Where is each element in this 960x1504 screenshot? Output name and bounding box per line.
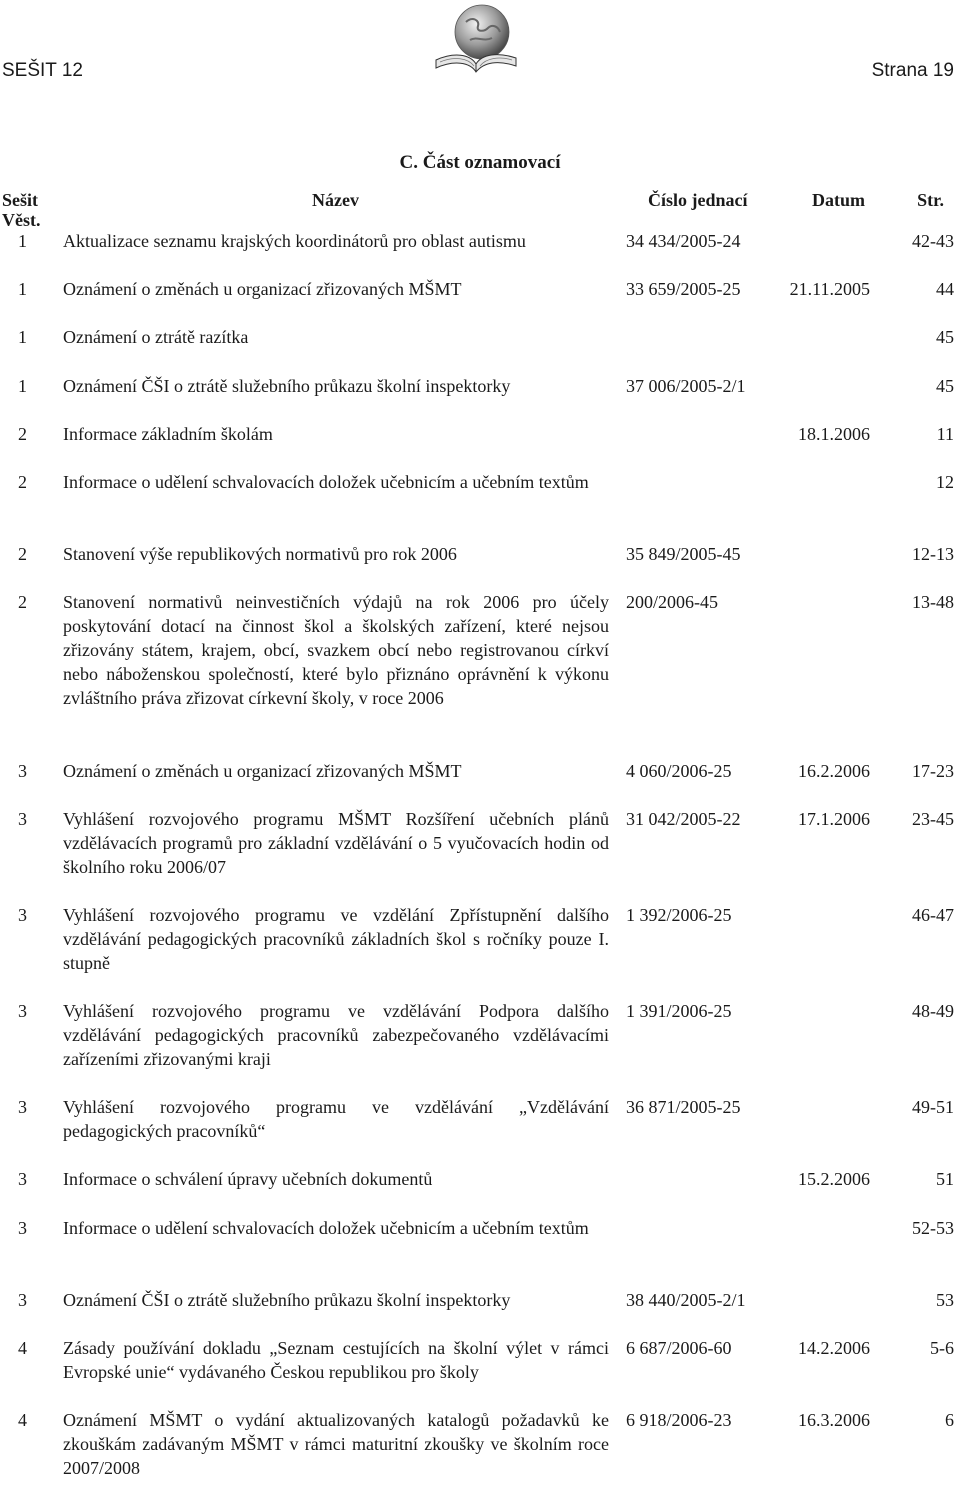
row-reference-number: 4 060/2006-25 (626, 760, 732, 781)
row-page: 6 (945, 1410, 954, 1431)
row-page: 23-45 (912, 808, 954, 829)
row-date: 17.1.2006 (798, 808, 870, 829)
table-row (0, 542, 960, 590)
row-page: 42-43 (912, 231, 954, 251)
table-row (0, 1288, 960, 1336)
row-title: Oznámení ČŠI o ztrátě služebního průkazu školní inspektorky (63, 375, 511, 396)
row-title: Oznámení o změnách u organizací zřizovaných MŠMT (63, 760, 462, 781)
table-row (0, 1336, 960, 1408)
row-reference-number: 37 006/2005-2/1 (626, 375, 746, 396)
row-title: Informace základním školám (63, 423, 273, 444)
table-row (0, 759, 960, 807)
page-number: Strana 19 (871, 60, 954, 81)
row-title: Vyhlášení rozvojového programu ve vzdělání Zpřístupnění dalšího vzdělávání pedagogických pracovníků základních škol s ročníky pouze I. stupně (63, 904, 609, 973)
row-sesit: 3 (18, 1001, 27, 1022)
row-sesit: 1 (18, 375, 27, 396)
row-sesit: 4 (18, 1338, 27, 1358)
table-row (0, 470, 960, 542)
row-sesit: 3 (18, 760, 27, 781)
row-title: Stanovení normativů neinvestičních výdajů na rok 2006 pro účely poskytování dotací na činnost škol a školských zařízení, které nejsou zřizovány státem, krajem, obcí, svazkem obcí nebo registrovanou církví nebo náboženskou společností, které bylo přiznáno oprávnění k výkonu zvláštního práva zřizovat církevní školy, v roce 2006 (63, 592, 609, 709)
row-reference-number: 33 659/2005-25 (626, 279, 741, 300)
row-title: Informace o udělení schvalovacích doložek učebnicím a učebním textům (63, 1217, 589, 1238)
column-header-nazev: Název (312, 190, 359, 210)
row-page: 17-23 (912, 760, 954, 781)
row-title: Vyhlášení rozvojového programu ve vzdělávání „Vzdělávání pedagogických pracovníků“ (63, 1097, 609, 1142)
row-reference-number: 1 392/2006-25 (626, 904, 732, 925)
table-row (0, 807, 960, 903)
table-row (0, 1167, 960, 1215)
row-title: Stanovení výše republikových normativů pro rok 2006 (63, 544, 457, 565)
row-reference-number: 31 042/2005-22 (626, 808, 741, 829)
row-sesit: 2 (18, 471, 27, 492)
row-sesit: 3 (18, 1289, 27, 1310)
table-row (0, 1408, 960, 1504)
row-sesit: 3 (18, 1169, 27, 1190)
row-reference-number: 6 918/2006-23 (626, 1410, 732, 1431)
table-row (0, 1216, 960, 1288)
column-header-sesit: Sešit (2, 190, 38, 210)
row-sesit: 1 (18, 279, 27, 300)
row-page: 12 (936, 471, 954, 492)
row-page: 45 (936, 375, 954, 396)
table-body (0, 229, 960, 1504)
table-header (0, 190, 960, 230)
table-row (0, 422, 960, 470)
row-page: 5-6 (930, 1338, 954, 1358)
row-title: Oznámení MŠMT o vydání aktualizovaných katalogů požadavků ke zkouškám zadávaným MŠMT v rámci maturitní zkoušky ve školním roce 2007/2008 (63, 1410, 609, 1479)
row-sesit: 2 (18, 592, 27, 613)
row-sesit: 3 (18, 808, 27, 829)
row-title: Vyhlášení rozvojového programu MŠMT Rozšíření učebních plánů vzdělávacích programů pro základní vzdělávání o 5 vyučovacích hodin od školního roku 2006/07 (63, 808, 609, 877)
table-row (0, 1095, 960, 1167)
row-date: 18.1.2006 (798, 423, 870, 444)
table-row (0, 374, 960, 422)
row-page: 48-49 (912, 1001, 954, 1022)
row-sesit: 1 (18, 231, 27, 251)
table-row (0, 229, 960, 277)
row-date: 15.2.2006 (798, 1169, 870, 1190)
row-sesit: 4 (18, 1410, 27, 1431)
row-reference-number: 200/2006-45 (626, 592, 718, 613)
table-row (0, 277, 960, 325)
row-sesit: 3 (18, 904, 27, 925)
row-date: 16.3.2006 (798, 1410, 870, 1431)
row-title: Aktualizace seznamu krajských koordinátorů pro oblast autismu (63, 231, 526, 251)
table-row (0, 590, 960, 758)
row-date: 16.2.2006 (798, 760, 870, 781)
row-page: 52-53 (912, 1217, 954, 1238)
row-sesit: 2 (18, 544, 27, 565)
row-title: Informace o udělení schvalovacích doložek učebnicím a učebním textům (63, 471, 589, 492)
row-sesit: 3 (18, 1097, 27, 1118)
table-row (0, 999, 960, 1095)
row-sesit: 1 (18, 327, 27, 348)
row-page: 13-48 (912, 592, 954, 613)
row-title: Oznámení o ztrátě razítka (63, 327, 249, 348)
page-header (0, 0, 960, 110)
issue-label: SEŠIT 12 (2, 60, 83, 81)
row-title: Informace o schválení úpravy učebních dokumentů (63, 1169, 433, 1190)
row-page: 12-13 (912, 544, 954, 565)
column-header-str: Str. (917, 190, 944, 210)
row-title: Vyhlášení rozvojového programu ve vzdělávání Podpora dalšího vzdělávání pedagogických pracovníků zabezpečovaného vzdělávacími zařízeními zřizovanými kraji (63, 1001, 609, 1070)
row-title: Zásady používání dokladu „Seznam cestujících na školní výlet v rámci Evropské unie“ vydávaného Českou republikou pro školy (63, 1338, 609, 1382)
row-title: Oznámení o změnách u organizací zřizovaných MŠMT (63, 279, 462, 300)
row-reference-number: 1 391/2006-25 (626, 1001, 732, 1022)
row-page: 51 (936, 1169, 954, 1190)
row-sesit: 3 (18, 1217, 27, 1238)
column-header-vest: Věst. (2, 210, 41, 230)
row-date: 14.2.2006 (798, 1338, 870, 1358)
row-page: 11 (936, 423, 954, 444)
row-page: 46-47 (912, 904, 954, 925)
globe-book-logo (432, 2, 518, 76)
row-sesit: 2 (18, 423, 27, 444)
row-title: Oznámení ČŠI o ztrátě služebního průkazu školní inspektorky (63, 1289, 511, 1310)
row-date: 21.11.2005 (789, 279, 870, 300)
row-reference-number: 36 871/2005-25 (626, 1097, 741, 1118)
table-row (0, 903, 960, 999)
row-page: 45 (936, 327, 954, 348)
section-title: C. Část oznamovací (399, 152, 561, 173)
row-reference-number: 35 849/2005-45 (626, 544, 741, 565)
table-row (0, 325, 960, 373)
column-header-datum: Datum (812, 190, 865, 210)
row-page: 49-51 (912, 1097, 954, 1118)
column-header-cislo: Číslo jednací (648, 190, 748, 210)
row-page: 53 (936, 1289, 954, 1310)
row-reference-number: 34 434/2005-24 (626, 231, 741, 251)
row-reference-number: 6 687/2006-60 (626, 1338, 732, 1358)
row-reference-number: 38 440/2005-2/1 (626, 1289, 746, 1310)
row-page: 44 (936, 279, 954, 300)
